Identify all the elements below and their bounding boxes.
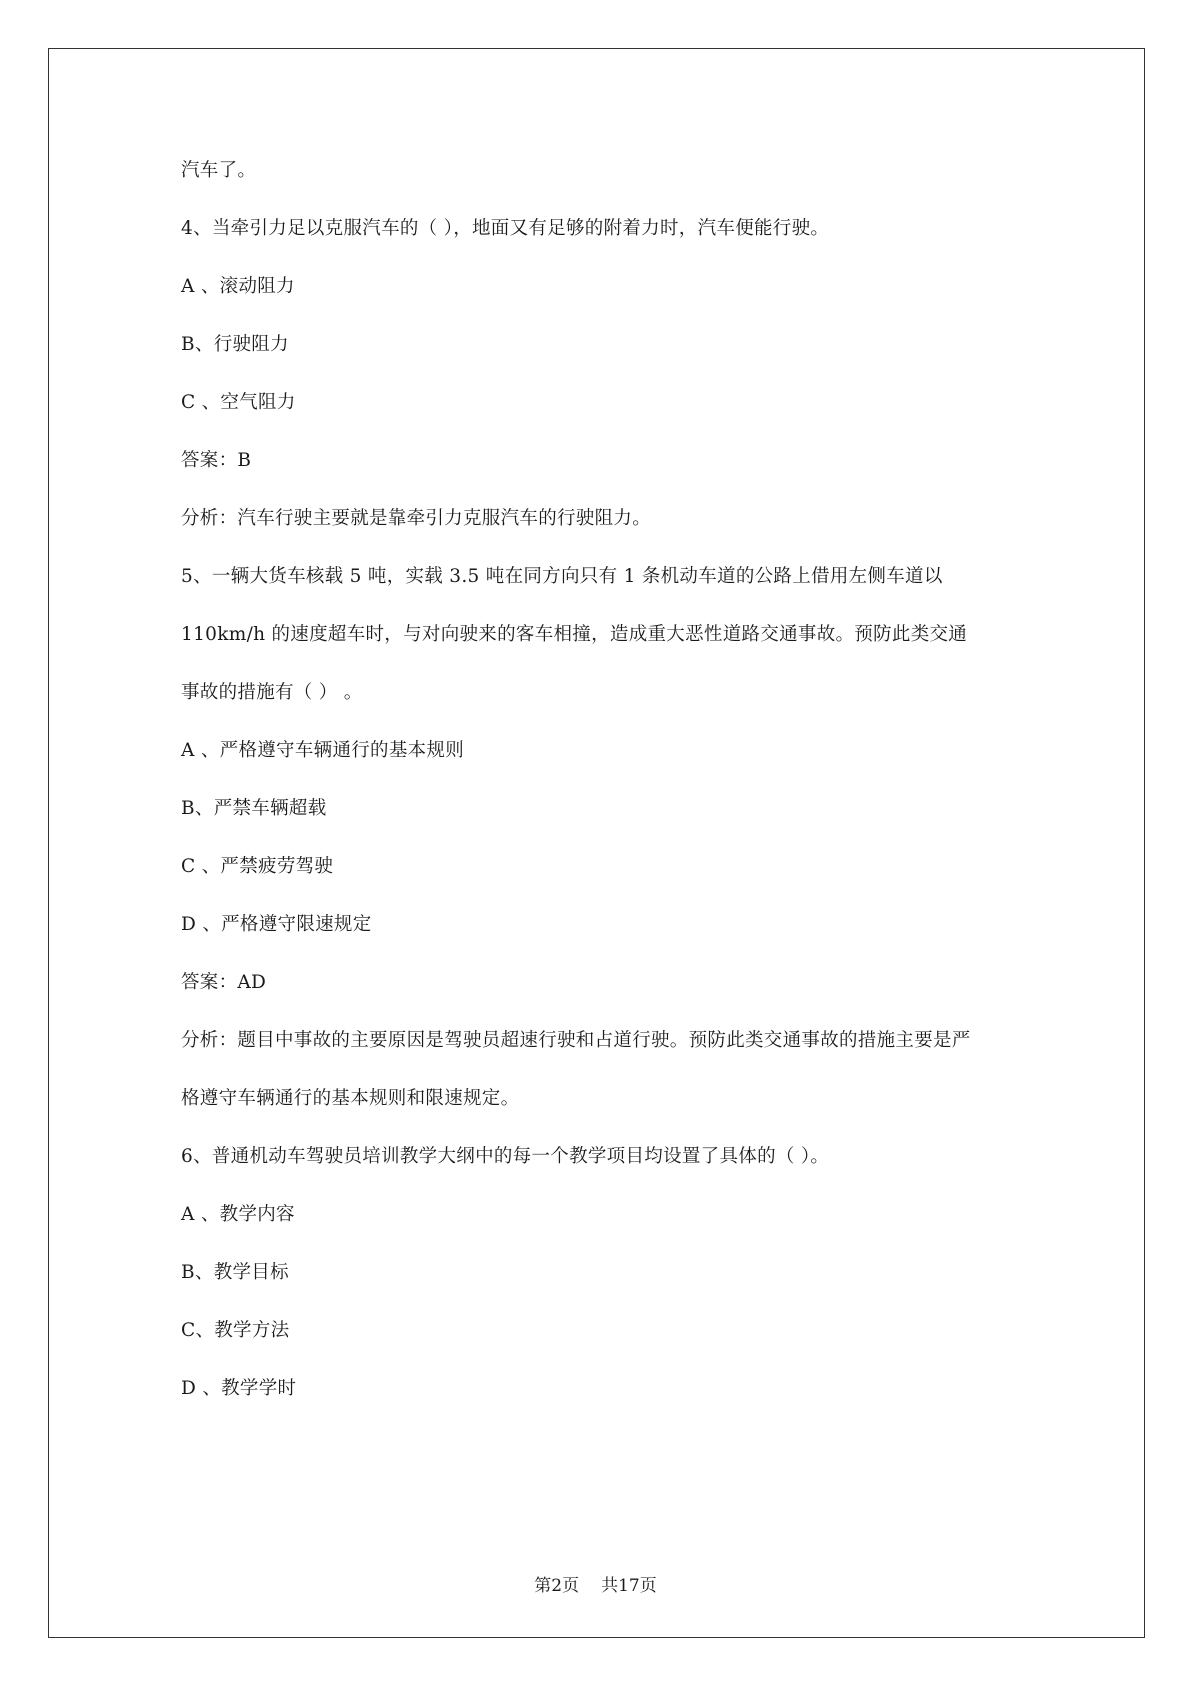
question-6-option-d: D 、教学学时 [181,1378,297,1399]
question-4-option-b: B、行驶阻力 [181,334,289,355]
question-4-option-c: C 、空气阻力 [181,392,296,413]
question-4-analysis: 分析：汽车行驶主要就是靠牵引力克服汽车的行驶阻力。 [181,508,652,529]
question-5-analysis-line-1: 分析：题目中事故的主要原因是驾驶员超速行驶和占道行驶。预防此类交通事故的措施主要是严 [181,1030,971,1051]
question-5-stem-line-1: 5、一辆大货车核载 5 吨，实载 3.5 吨在同方向只有 1 条机动车道的公路上借用左侧车道以 [181,566,943,587]
question-6-stem: 6、普通机动车驾驶员培训教学大纲中的每一个教学项目均设置了具体的（ ）。 [181,1146,830,1167]
question-5-option-a: A 、严格遵守车辆通行的基本规则 [181,740,465,761]
question-4-answer: 答案：B [181,450,252,471]
question-5-stem-line-3: 事故的措施有（ ） 。 [181,682,363,703]
question-6-option-b: B、教学目标 [181,1262,289,1283]
question-4-option-a: A 、滚动阻力 [181,276,295,297]
question-4-stem: 4、当牵引力足以克服汽车的（ ），地面又有足够的附着力时，汽车便能行驶。 [181,218,830,239]
question-5-option-d: D 、严格遵守限速规定 [181,914,372,935]
question-5-analysis-line-2: 格遵守车辆通行的基本规则和限速规定。 [181,1088,520,1109]
page-number: 第2页 [534,1576,580,1596]
page-total: 共17页 [601,1576,657,1596]
question-6-option-a: A 、教学内容 [181,1204,295,1225]
question-5-option-b: B、严禁车辆超载 [181,798,327,819]
text-line: 汽车了。 [181,160,257,181]
question-5-stem-line-2: 110km/h 的速度超车时，与对向驶来的客车相撞，造成重大恶性道路交通事故。预防此类交通 [181,624,968,645]
question-5-answer: 答案：AD [181,972,267,993]
question-5-option-c: C 、严禁疲劳驾驶 [181,856,334,877]
page-footer [0,1574,1191,1598]
question-6-option-c: C、教学方法 [181,1320,290,1341]
